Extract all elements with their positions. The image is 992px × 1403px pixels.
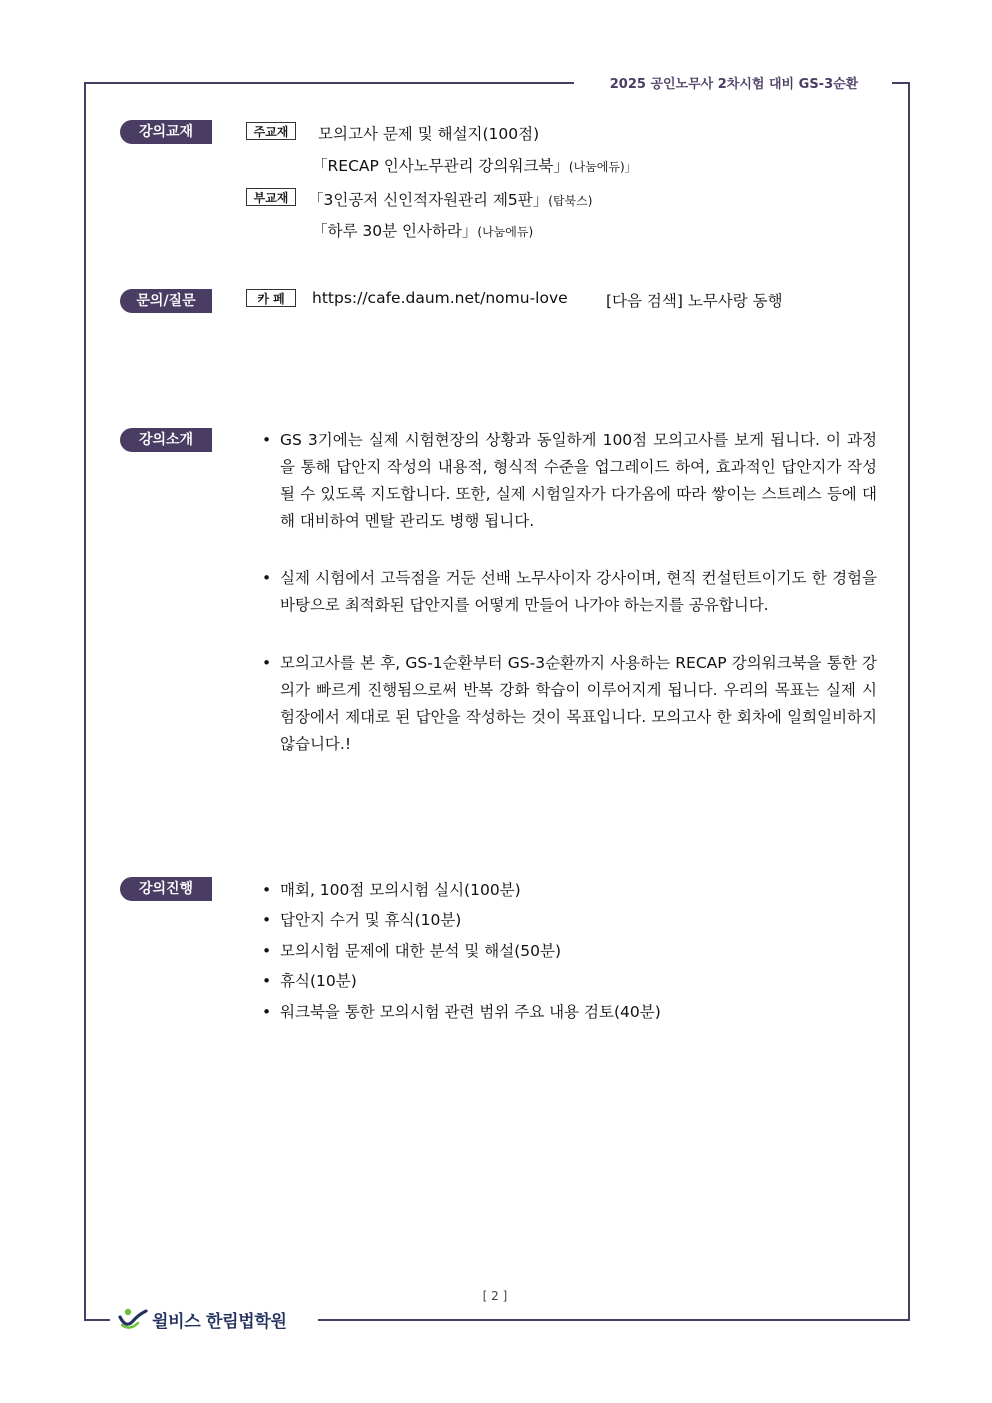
bullet-icon: • — [262, 569, 272, 587]
progress-item — [262, 969, 357, 991]
intro-paragraph-text: 모의고사를 본 후, GS-1순환부터 GS-3순환까지 사용하는 RECAP 강의워크북을 통한 강의가 빠르게 진행됨으로써 반복 강화 학습이 이루어지게 됩니다. 우리의 목표는 실제 시험장에서 제대로 된 답안을 작성하는 것이 목표입니다. 모의고사 한 회차에 일희일비하지 않습니다.! — [280, 654, 877, 753]
sub-textbook-title2: 「하루 30분 인사하라」 — [312, 222, 478, 240]
progress-item-text: 매회, 100점 모의시험 실시(100분) — [280, 881, 521, 899]
progress-item-text: 모의시험 문제에 대한 분석 및 해설(50분) — [280, 942, 562, 960]
progress-item-text: 워크북을 통한 모의시험 관련 범위 주요 내용 검토(40분) — [280, 1003, 661, 1021]
bullet-icon: • — [262, 431, 272, 449]
section-label-intro: 강의소개 — [120, 428, 212, 452]
frame-bottom-line-left — [84, 1319, 110, 1321]
main-textbook-tag: 주교재 — [246, 122, 296, 140]
intro-paragraph-3 — [262, 650, 877, 758]
cafe-search-text: [다음 검색] 노무사랑 동행 — [606, 292, 783, 310]
bullet-icon: • — [262, 942, 272, 960]
progress-item — [262, 939, 561, 961]
bullet-icon: • — [262, 972, 272, 990]
progress-item — [262, 908, 461, 930]
sub-textbook-title1: 「3인공저 신인적자원관리 제5판」 — [308, 191, 549, 209]
cafe-url-link[interactable]: https://cafe.daum.net/nomu-love — [312, 289, 568, 307]
section-label-inquiry: 문의/질문 — [120, 289, 212, 313]
intro-paragraph-2 — [262, 565, 877, 619]
progress-item-text: 휴식(10분) — [280, 972, 357, 990]
main-textbook-publisher: (나눔에듀)」 — [568, 160, 637, 174]
bullet-icon: • — [262, 1003, 272, 1021]
logo-mark-icon — [118, 1307, 148, 1331]
cafe-tag: 카 페 — [246, 289, 296, 307]
section-label-progress: 강의진행 — [120, 877, 212, 901]
header-title: 2025 공인노무사 2차시험 대비 GS-3순환 — [609, 77, 859, 92]
logo-text: 윌비스 한림법학원 — [152, 1311, 287, 1332]
progress-item — [262, 1000, 661, 1022]
company-logo — [118, 1306, 287, 1332]
intro-paragraph-1 — [262, 427, 877, 535]
sub-textbook-tag: 부교재 — [246, 188, 296, 206]
frame-right-line — [908, 82, 910, 1319]
sub-textbook-publisher1: (탑북스) — [548, 194, 593, 208]
frame-top-line — [84, 82, 574, 84]
bullet-icon: • — [262, 654, 272, 672]
frame-left-line — [84, 82, 86, 1319]
main-textbook-title: 「RECAP 인사노무관리 강의워크북」 — [312, 157, 569, 175]
progress-item-text: 답안지 수거 및 휴식(10분) — [280, 911, 462, 929]
sub-textbook-publisher2: (나눔에듀) — [477, 225, 534, 239]
page-number: [ 2 ] — [482, 1289, 508, 1303]
main-textbook-line2 — [312, 154, 637, 176]
main-textbook-line1: 모의고사 문제 및 해설지(100점) — [318, 125, 540, 143]
sub-textbook-line1 — [308, 188, 592, 210]
bullet-icon: • — [262, 911, 272, 929]
sub-textbook-line2 — [312, 219, 533, 241]
section-label-textbook: 강의교재 — [120, 120, 212, 144]
progress-item — [262, 878, 521, 900]
intro-paragraph-text: GS 3기에는 실제 시험현장의 상황과 동일하게 100점 모의고사를 보게 됩니다. 이 과정을 통해 답안지 작성의 내용적, 형식적 수준을 업그레이드 하여, 효과적인 답안지가 작성될 수 있도록 지도합니다. 또한, 실제 시험일자가 다가옴에 따라 쌓이는 스트레스 등에 대해 대비하여 멘탈 관리도 병행 됩니다. — [280, 431, 877, 530]
frame-bottom-line-right — [318, 1319, 910, 1321]
bullet-icon: • — [262, 881, 272, 899]
intro-paragraph-text: 실제 시험에서 고득점을 거둔 선배 노무사이자 강사이며, 현직 컨설턴트이기도 한 경험을 바탕으로 최적화된 답안지를 어떻게 만들어 나가야 하는지를 공유합니다. — [280, 569, 877, 614]
